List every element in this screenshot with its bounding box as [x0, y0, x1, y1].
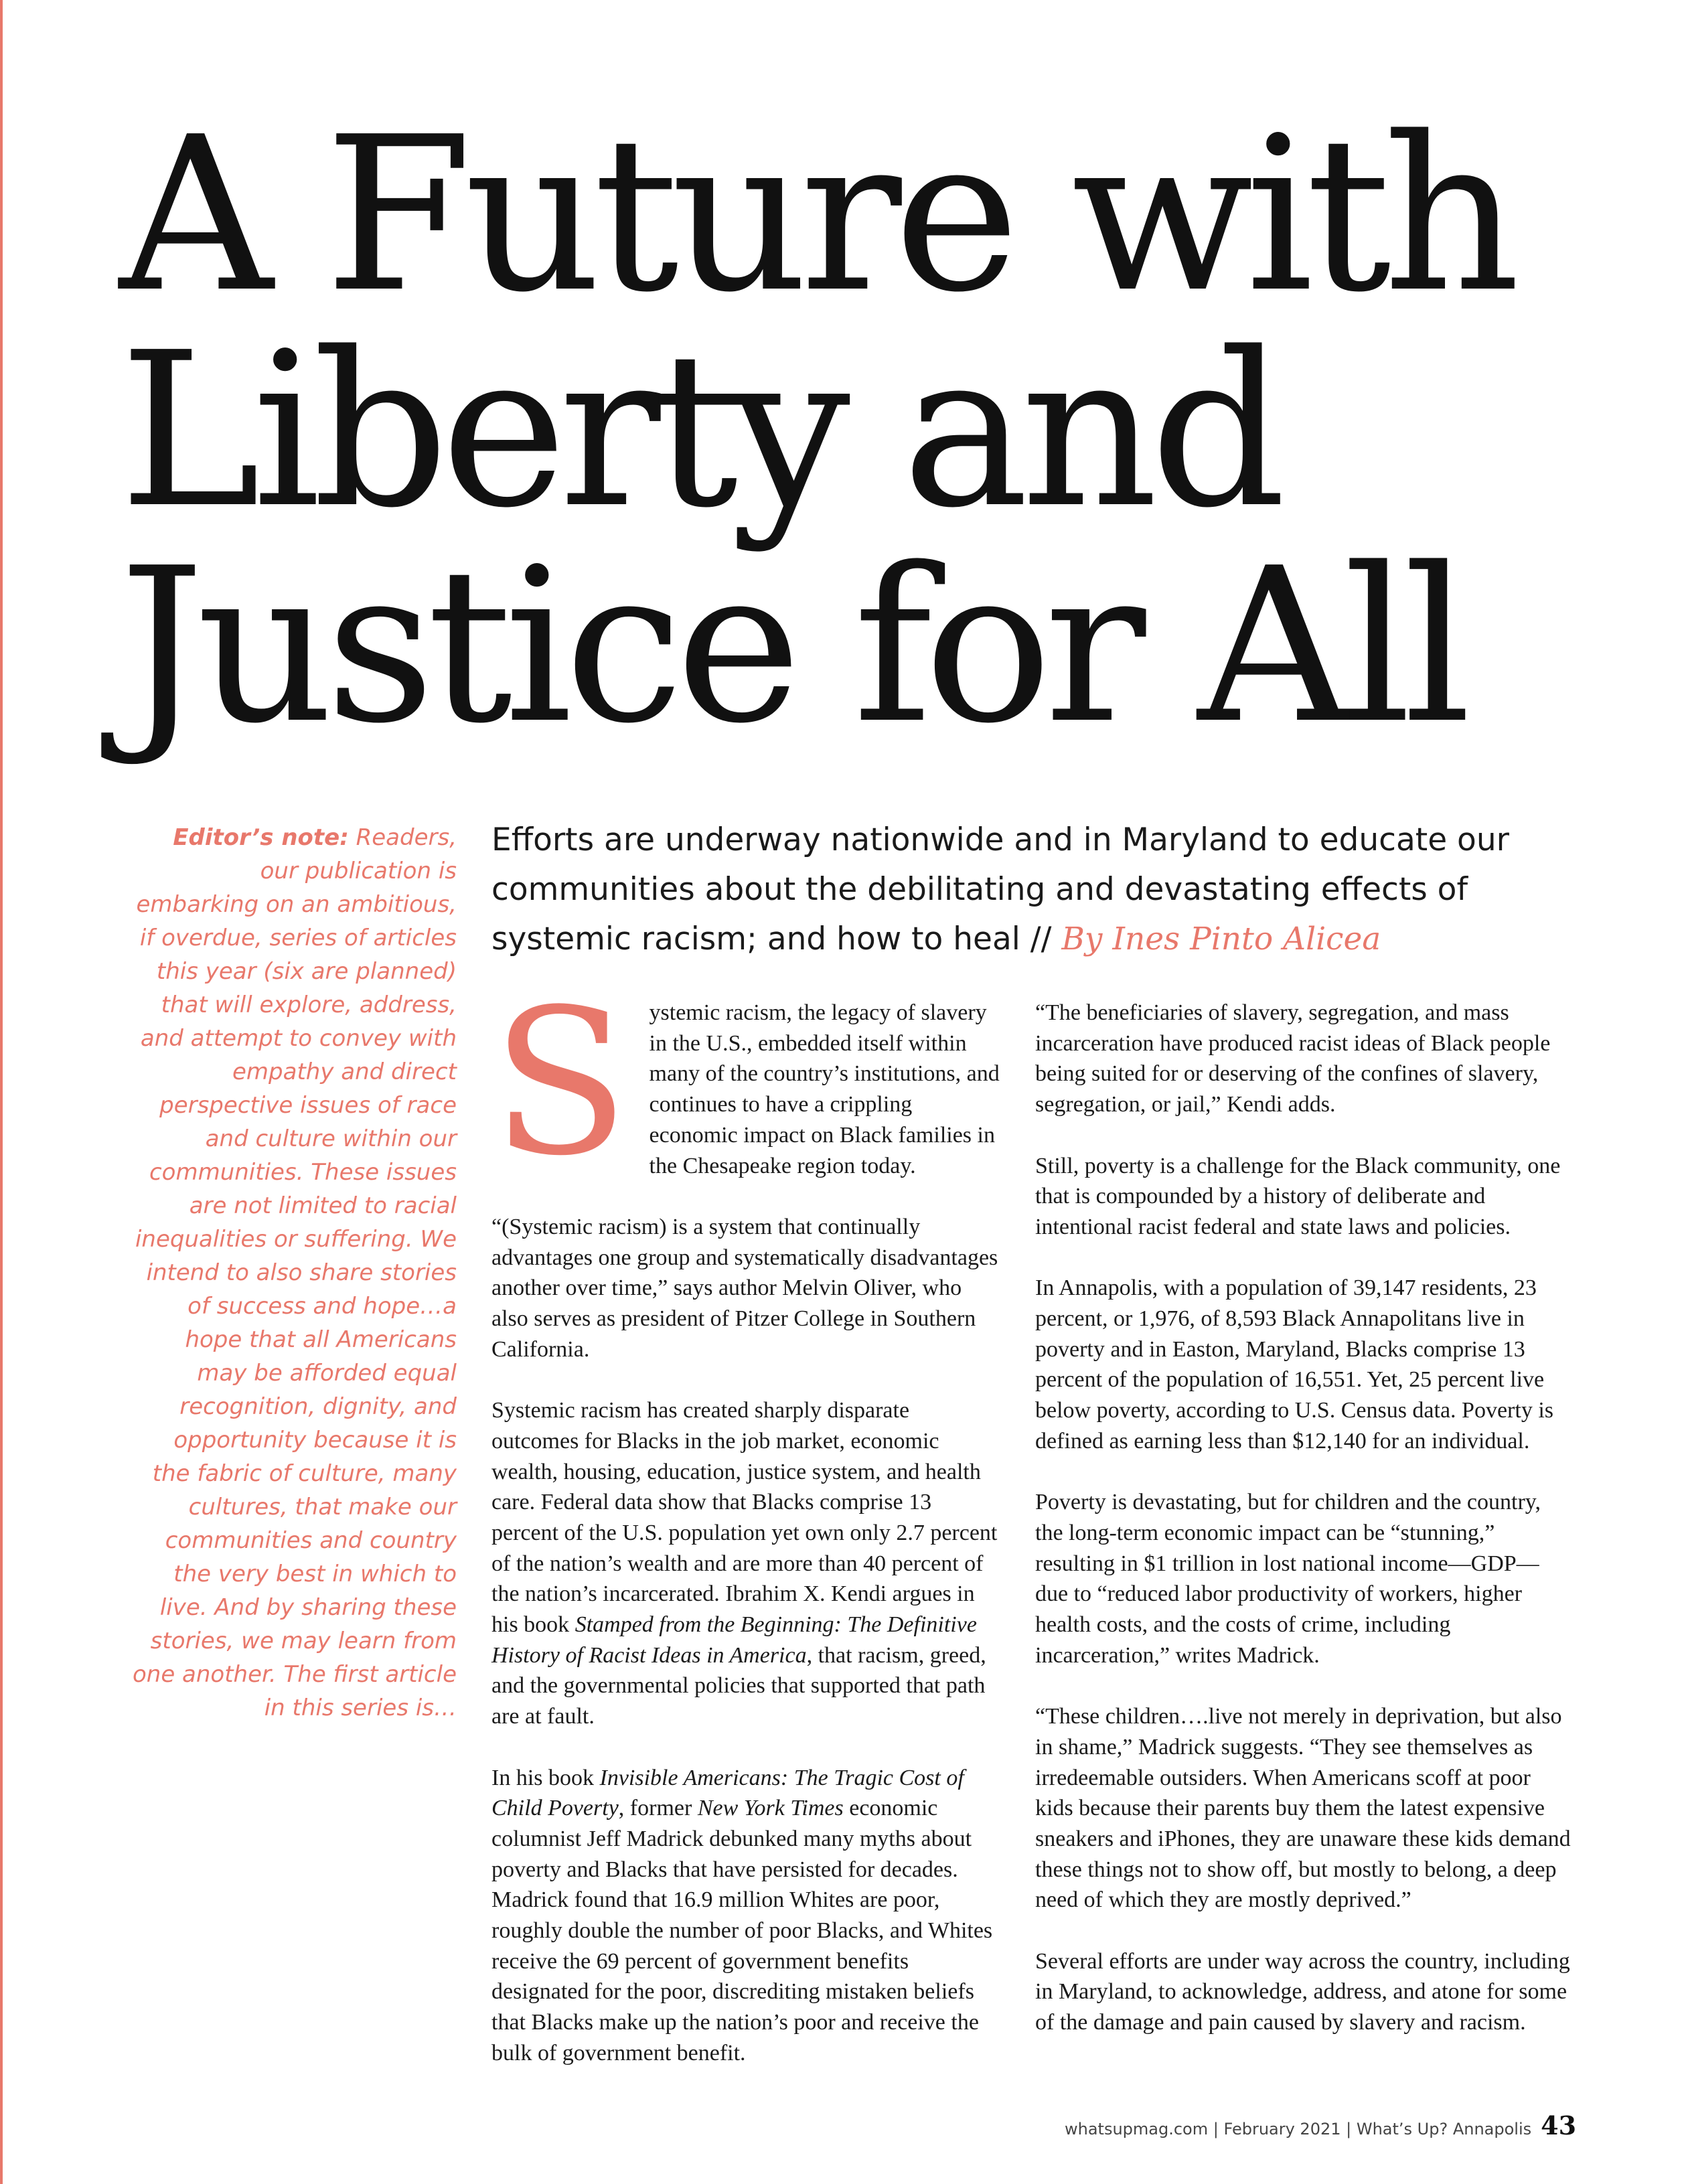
paragraph: Several efforts are under way across the country, including in Maryland, to acknowledge, address, and atone for some of the damage and pain caused by slavery and racism. — [1035, 1948, 1570, 2035]
title-line-2: Liberty and — [119, 307, 1279, 554]
paragraph-text: In his book — [491, 1765, 600, 1790]
paragraph-text: Systemic racism has created sharply disparate outcomes for Blacks in the job market, economic wealth, housing, education, justice system, and health care. Federal data show that Blacks comprise 13 percent of the U.S. population yet own only 2.7 percent of the nation’s wealth and are more than 40 percent of the nation’s incarcerated. Ibrahim X. Kendi argues in his book — [491, 1398, 998, 1638]
paragraph: “The beneficiaries of slavery, segregation, and mass incarceration have produced racist ideas of Black people being suited for or deserving of the confines of slavery, segregation, or jail,” Kendi adds. — [1035, 1000, 1551, 1117]
opening-paragraph — [491, 998, 1000, 1181]
paragraph: Still, poverty is a challenge for the Black community, one that is compounded by a history of deliberate and intentional racist federal and state laws and policies. — [1035, 1153, 1561, 1239]
drop-cap: S — [491, 998, 629, 1182]
paragraph-text: , former — [618, 1796, 698, 1821]
title-line-3: Justice for All — [119, 522, 1464, 770]
page-number: 43 — [1541, 2110, 1577, 2140]
deck-text: Efforts are underway nationwide and in Maryland to educate our communities about the debilitating and devastating effects of systemic racism; and how to heal // — [491, 822, 1509, 957]
paragraph — [491, 1763, 1000, 2069]
opening-paragraph-text: ystemic racism, the legacy of slavery in the U.S., embedded itself within many of the country’s institutions, and continues to have a crippling economic impact on Black families in the Chesapeake region today. — [649, 1000, 1000, 1178]
paragraph: Poverty is devastating, but for children and the country, the long-term economic impact can be “stunning,” resulting in $1 trillion in lost national income—GDP—due to “reduced labor productivity of workers, higher health costs, and the costs of crime, including incarceration,” writes Madrick. — [1035, 1490, 1541, 1668]
article-title — [119, 91, 1646, 770]
book-title: Invisible Americans: The Tragic Cost of Child Poverty — [491, 1765, 964, 1821]
book-title: Stamped from the Beginning: The Definitive History of Racist Ideas in America — [491, 1612, 977, 1668]
paragraph-text: , that racism, greed, and the governmental policies that supported that path are at fault. — [491, 1642, 986, 1729]
paragraph: “These children….live not merely in deprivation, but also in shame,” Madrick suggests. “They see themselves as irredeemable outsiders. When Americans scoff at poor kids because their parents buy them the latest expensive sneakers and iPhones, they are unaware these kids demand these things not to show off, but mostly to belong, a deep need of which they are mostly deprived.” — [1035, 1704, 1571, 1913]
article-column-1 — [491, 998, 1000, 2099]
paragraph: In Annapolis, with a population of 39,147 residents, 23 percent, or 1,976, of 8,593 Black Annapolitans live in poverty and in Easton, Maryland, Blacks comprise 13 percent of the population of 16,551. Yet, 25 percent live below poverty, according to U.S. Census data. Poverty is defined as earning less than $12,140 for an individual. — [1035, 1275, 1553, 1454]
publication-name: New York Times — [697, 1796, 844, 1821]
footer-text: whatsupmag.com | February 2021 | What’s Up? Annapolis — [1065, 2120, 1532, 2138]
article-deck — [491, 815, 1576, 964]
paragraph-text: economic columnist Jeff Madrick debunked many myths about poverty and Blacks that have persisted for decades. Madrick found that 16.9 million Whites are poor, roughly double the number of poor Blacks, and Whites receive the 69 percent of government benefits designated for the poor, discrediting mistaken beliefs that Blacks make up the nation’s poor and receive the bulk of government benefit. — [491, 1796, 993, 2065]
article-column-2 — [1035, 998, 1571, 2069]
paragraph: “(Systemic racism) is a system that continually advantages one group and systematically disadvantages another over time,” says author Melvin Oliver, who also serves as president of Pitzer College in Southern California. — [491, 1214, 998, 1362]
page-footer — [1065, 2110, 1577, 2140]
editors-note — [131, 821, 457, 1725]
editors-note-label: Editor’s note: — [173, 824, 349, 851]
editors-note-text: Readers, our publication is embarking on an ambitious, if overdue, series of articles this year (six are planned) that will explore, address, and attempt to convey with empathy and direct perspective issues of race and culture within our communities. These issues are not limited to racial inequalities or suffering. We intend to also share stories of success and hope…a hope that all Americans may be afforded equal recognition, dignity, and opportunity because it is the fabric of culture, many cultures, that make our communities and country the very best in which to live. And by sharing these stories, we may learn from one another. The first article in this series is… — [132, 824, 457, 1721]
byline: By Ines Pinto Alicea — [1061, 921, 1381, 957]
paragraph — [491, 1395, 1000, 1732]
title-line-1: A Future with — [119, 91, 1513, 339]
page-edge-rule — [0, 0, 3, 2184]
